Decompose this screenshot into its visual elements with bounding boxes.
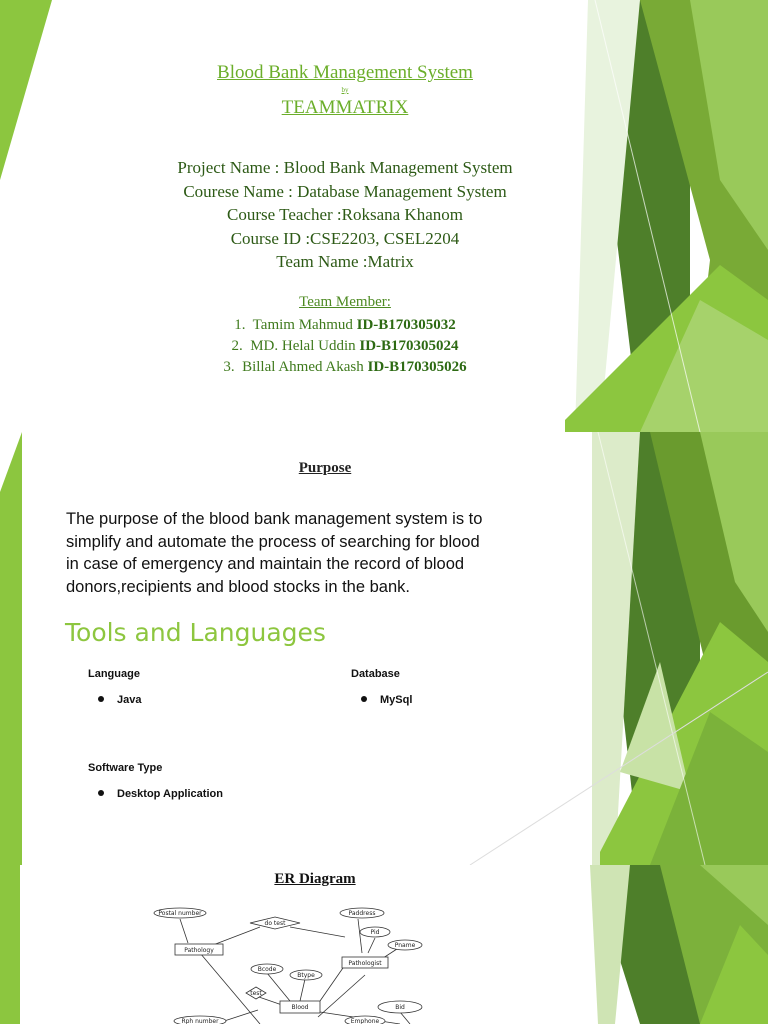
attribute-label: Bcode bbox=[257, 966, 277, 973]
team-member-item: 3. Billal Ahmed Akash ID-B170305026 bbox=[223, 359, 467, 375]
attribute-label: Paddress bbox=[348, 910, 376, 917]
language-item: Java bbox=[98, 694, 141, 706]
course-id: Course ID :CSE2203, CSEL2204 bbox=[230, 228, 460, 248]
team-member-item: 2. MD. Helal Uddin ID-B170305024 bbox=[231, 338, 459, 354]
entity-label: Pathology bbox=[184, 947, 214, 954]
course-teacher: Course Teacher :Roksana Khanom bbox=[227, 205, 463, 224]
team-title: TEAMMATRIX bbox=[281, 97, 409, 118]
attribute-label: Rph number bbox=[181, 1018, 219, 1024]
relationship-label: test bbox=[250, 990, 262, 997]
slide-decoration bbox=[0, 432, 768, 865]
project-name: Project Name : Blood Bank Management System bbox=[177, 158, 513, 177]
entity-label: Blood bbox=[291, 1004, 309, 1011]
database-item: MySql bbox=[361, 694, 412, 706]
relationship-label: do test bbox=[264, 920, 286, 927]
slide-title bbox=[0, 0, 768, 432]
left-edge-shape bbox=[0, 432, 22, 865]
attribute-label: Bid bbox=[395, 1004, 405, 1011]
slide-er-diagram bbox=[0, 865, 768, 1024]
tools-heading: Tools and Languages bbox=[65, 618, 326, 647]
er-diagram-heading: ER Diagram bbox=[274, 871, 356, 887]
course-name: Courese Name : Database Management System bbox=[183, 181, 507, 201]
attribute-label: Postal number bbox=[158, 910, 202, 917]
er-diagram bbox=[0, 865, 768, 1024]
software-type-label: Software Type bbox=[88, 762, 163, 774]
team-member-list bbox=[0, 315, 690, 378]
team-member-item: 1. Tamim Mahmud ID-B170305032 bbox=[234, 317, 456, 333]
team-member-heading: Team Member: bbox=[299, 294, 391, 310]
attribute-label: Emphone bbox=[350, 1018, 380, 1024]
team-name: Team Name :Matrix bbox=[276, 252, 414, 271]
language-label: Language bbox=[88, 668, 140, 680]
entity-label: Pathologist bbox=[348, 960, 382, 967]
database-label: Database bbox=[351, 668, 400, 680]
bullet-icon bbox=[98, 790, 104, 796]
software-type-item: Desktop Application bbox=[98, 788, 223, 800]
by-text: by bbox=[341, 86, 349, 94]
attribute-label: Pname bbox=[394, 942, 416, 949]
attribute-label: Pid bbox=[370, 929, 380, 936]
attribute-label: Btype bbox=[297, 972, 315, 979]
bullet-icon bbox=[361, 696, 367, 702]
bullet-icon bbox=[98, 696, 104, 702]
slide-purpose bbox=[0, 432, 768, 865]
purpose-heading: Purpose bbox=[298, 460, 352, 476]
project-info bbox=[0, 156, 690, 274]
document-title: Blood Bank Management System bbox=[217, 62, 473, 83]
purpose-paragraph: The purpose of the blood bank management system is to simplify and automate the process of searching for blood in case of emergency and maintain the record of blood donors,recipients and blood stocks in the bank. bbox=[66, 510, 483, 596]
